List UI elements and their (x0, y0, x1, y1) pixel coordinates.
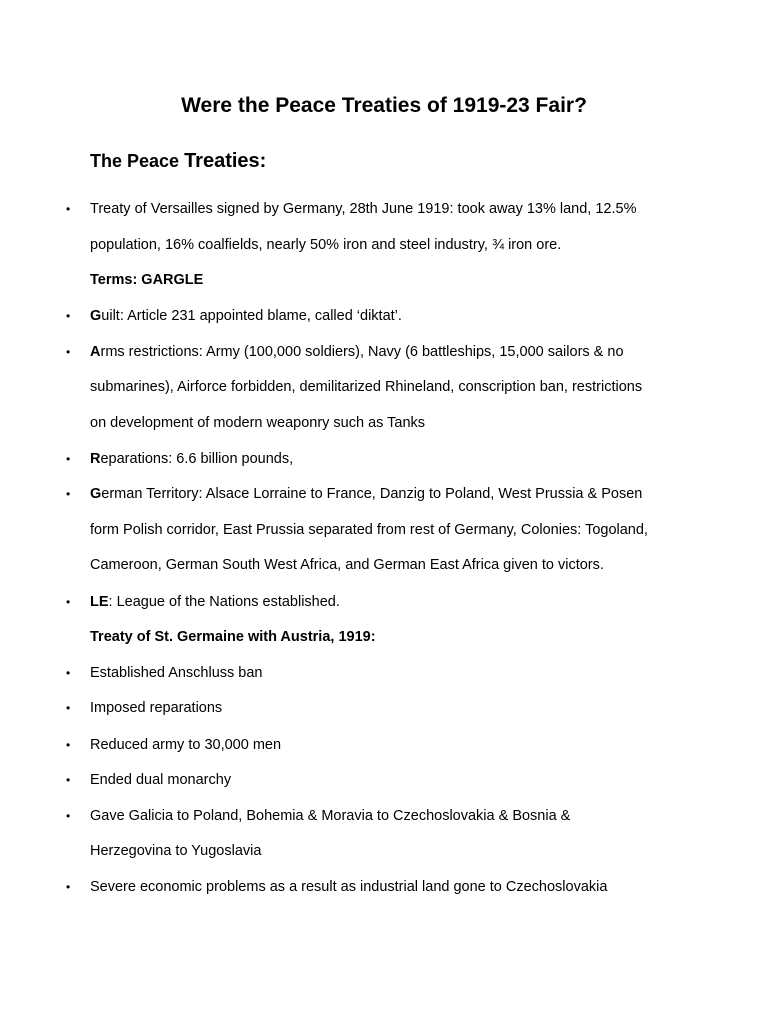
list-item-versailles-line2: population, 16% coalfields, nearly 50% iron and steel industry, ¾ iron ore. (90, 237, 562, 253)
bullet-icon: • (66, 487, 71, 501)
list-item-austria-reparations: Imposed reparations (90, 700, 223, 716)
arms-initial: A (90, 344, 101, 360)
bullet-icon: • (66, 773, 71, 787)
document-title: Were the Peace Treaties of 1919-23 Fair? (181, 94, 587, 117)
list-item-arms-line2: submarines), Airforce forbidden, demilitarized Rhineland, conscription ban, restrictions (90, 379, 643, 395)
guilt-initial: G (90, 308, 102, 324)
reparations-text: eparations: 6.6 billion pounds, (100, 451, 294, 467)
list-item-league (90, 592, 690, 612)
list-item-territory-line1 (90, 484, 690, 504)
terms-heading: Terms: GARGLE (90, 272, 204, 288)
list-item-army: Reduced army to 30,000 men (90, 737, 282, 753)
bullet-icon: • (66, 452, 71, 466)
arms-text: rms restrictions: Army (100,000 soldiers), Navy (6 battleships, 15,000 sailors & no (100, 344, 624, 360)
list-item-arms-line1 (90, 342, 690, 362)
list-item-galicia-line1: Gave Galicia to Poland, Bohemia & Moravia to Czechoslovakia & Bosnia & (90, 808, 571, 824)
bullet-icon: • (66, 309, 71, 323)
league-initial: LE (90, 594, 109, 610)
bullet-icon: • (66, 345, 71, 359)
list-item-territory-line2: form Polish corridor, East Prussia separated from rest of Germany, Colonies: Togoland, (90, 522, 648, 538)
list-item-economic-problems: Severe economic problems as a result as industrial land gone to Czechoslovakia (90, 879, 608, 895)
guilt-text: uilt: Article 231 appointed blame, called ‘diktat’. (101, 308, 402, 324)
list-item-arms-line3: on development of modern weaponry such as Tanks (90, 415, 426, 431)
list-item-reparations (90, 449, 690, 469)
bullet-icon: • (66, 809, 71, 823)
bullet-icon: • (66, 666, 71, 680)
bullet-icon: • (66, 738, 71, 752)
st-germaine-heading: Treaty of St. Germaine with Austria, 1919: (90, 629, 376, 645)
heading-text-part2: Treaties: (184, 150, 267, 172)
bullet-icon: • (66, 701, 71, 715)
bullet-icon: • (66, 595, 71, 609)
territory-text: erman Territory: Alsace Lorraine to France, Danzig to Poland, West Prussia & Posen (101, 486, 643, 502)
bullet-icon: • (66, 880, 71, 894)
heading-text-part1: The Peace (90, 151, 185, 171)
bullet-icon: • (66, 202, 71, 216)
league-text: : League of the Nations established. (108, 594, 340, 610)
list-item-anschluss: Established Anschluss ban (90, 665, 263, 681)
section-heading-peace-treaties (90, 147, 266, 175)
list-item-territory-line3: Cameroon, German South West Africa, and German East Africa given to victors. (90, 557, 604, 573)
list-item-versailles-line1: Treaty of Versailles signed by Germany, 28th June 1919: took away 13% land, 12.5% (90, 201, 637, 217)
reparations-initial: R (90, 451, 101, 467)
list-item-dual-monarchy: Ended dual monarchy (90, 772, 232, 788)
list-item-guilt (90, 306, 690, 326)
list-item-galicia-line2: Herzegovina to Yugoslavia (90, 843, 262, 859)
territory-initial: G (90, 486, 102, 502)
